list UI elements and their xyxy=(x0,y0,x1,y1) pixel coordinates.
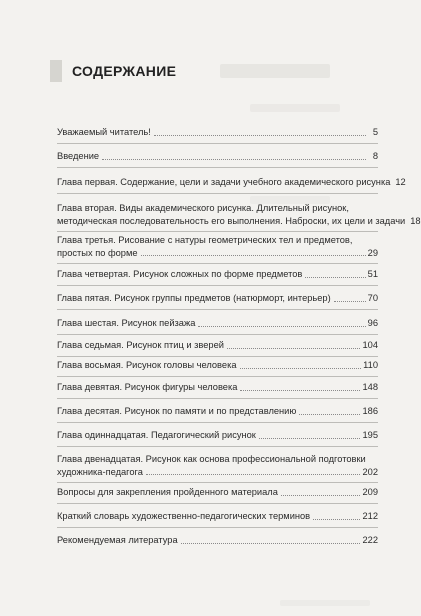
toc-entry-text: Глава седьмая. Рисунок птиц и зверей xyxy=(57,340,224,350)
toc-page-number: 51 xyxy=(367,269,378,279)
toc-page-number: 29 xyxy=(367,247,378,258)
toc-entry[interactable] xyxy=(57,381,378,394)
toc-separator xyxy=(57,285,378,286)
dot-leader xyxy=(240,390,360,391)
toc-entry[interactable] xyxy=(57,339,378,352)
toc-entry-text: Глава шестая. Рисунок пейзажа xyxy=(57,318,196,328)
toc-page-number: 12 xyxy=(395,177,406,187)
dot-leader xyxy=(259,438,361,439)
toc-page-number: 70 xyxy=(367,293,378,303)
toc-entry[interactable] xyxy=(57,126,378,139)
toc-page-number: 104 xyxy=(362,340,378,350)
toc-entry[interactable] xyxy=(57,486,378,499)
page-title: СОДЕРЖАНИЕ xyxy=(72,63,177,79)
toc-page-number: 195 xyxy=(362,430,378,440)
dot-leader xyxy=(334,301,366,302)
dot-leader xyxy=(141,255,366,256)
toc-entry-text: Уважаемый читатель! xyxy=(57,127,151,137)
toc-separator xyxy=(57,422,378,423)
toc-separator xyxy=(57,167,378,168)
toc-page-number: 148 xyxy=(362,382,378,392)
toc-separator xyxy=(57,446,378,447)
toc-entry-text: Глава одиннадцатая. Педагогический рисунок xyxy=(57,430,256,440)
toc-entry[interactable] xyxy=(57,292,378,305)
toc-separator xyxy=(57,398,378,399)
toc-page-number: 96 xyxy=(367,318,378,328)
toc-entry[interactable] xyxy=(57,202,421,227)
show-through-block xyxy=(250,104,340,112)
toc-entry-text: простых по форме xyxy=(57,247,138,258)
toc-separator xyxy=(57,376,378,377)
toc-entry[interactable] xyxy=(57,268,378,281)
dot-leader xyxy=(198,326,365,327)
toc-entry[interactable] xyxy=(57,359,378,372)
toc-entry-text: Вопросы для закрепления пройденного материала xyxy=(57,487,278,497)
toc-entry-text: Глава третья. Рисование с натуры геометрических тел и предметов, xyxy=(57,235,353,245)
heading-marker xyxy=(50,60,62,82)
toc-entry-text: Краткий словарь художественно-педагогических терминов xyxy=(57,511,311,521)
toc-entry-text: Рекомендуемая литература xyxy=(57,535,178,545)
dot-leader xyxy=(146,474,361,475)
show-through-block xyxy=(280,600,370,606)
dot-leader xyxy=(227,348,361,349)
toc-entry[interactable] xyxy=(57,405,378,418)
toc-entry[interactable] xyxy=(57,150,378,163)
toc-entry[interactable] xyxy=(57,234,378,259)
toc-page-number: 202 xyxy=(362,466,378,477)
toc-separator xyxy=(57,263,378,264)
toc-page-number: 110 xyxy=(363,360,378,370)
heading-block xyxy=(50,60,176,82)
toc-entry-text: Глава четвертая. Рисунок сложных по форме предметов xyxy=(57,269,303,279)
toc-separator xyxy=(57,309,378,310)
toc-separator xyxy=(57,143,378,144)
toc-page-number: 209 xyxy=(362,487,378,497)
dot-leader xyxy=(181,543,361,544)
toc-page-number: 5 xyxy=(372,127,378,137)
toc-entry-text: методическая последовательность его выполнения. Наброски, их цели и задачи xyxy=(57,215,406,226)
toc-entry[interactable] xyxy=(57,429,378,442)
show-through-block xyxy=(220,64,330,78)
toc-entry-text: Глава двенадцатая. Рисунок как основа профессиональной подготовки xyxy=(57,454,366,464)
toc-separator xyxy=(57,193,378,194)
toc-entry-text: Глава девятая. Рисунок фигуры человека xyxy=(57,382,238,392)
dot-leader xyxy=(281,495,361,496)
toc-separator xyxy=(57,482,378,483)
toc-entry-text: Глава первая. Содержание, цели и задачи учебного академического рисунка xyxy=(57,177,391,187)
toc-entry-text: Глава вторая. Виды академического рисунка. Длительный рисунок, xyxy=(57,203,349,213)
toc-separator xyxy=(57,503,378,504)
toc-entry-text: художника-педагога xyxy=(57,466,143,477)
toc-entry[interactable] xyxy=(57,317,378,330)
dot-leader xyxy=(305,277,365,278)
dot-leader xyxy=(240,368,362,369)
dot-leader xyxy=(299,414,360,415)
toc-entry[interactable] xyxy=(57,176,406,189)
toc-entry[interactable] xyxy=(57,510,378,523)
dot-leader xyxy=(313,519,360,520)
toc-entry[interactable] xyxy=(57,534,378,547)
toc-page-number: 8 xyxy=(372,151,378,161)
toc-entry-text: Глава десятая. Рисунок по памяти и по представлению xyxy=(57,406,297,416)
toc-entry[interactable] xyxy=(57,453,378,478)
dot-leader xyxy=(102,159,366,160)
toc-separator xyxy=(57,356,378,357)
toc-separator xyxy=(57,334,378,335)
toc-separator xyxy=(57,231,378,232)
toc-page-number: 222 xyxy=(362,535,378,545)
toc-entry-text: Глава пятая. Рисунок группы предметов (натюрморт, интерьер) xyxy=(57,293,331,303)
toc-page-number: 18 xyxy=(410,215,421,226)
dot-leader xyxy=(154,135,366,136)
toc-entry-text: Глава восьмая. Рисунок головы человека xyxy=(57,360,237,370)
toc-entry-text: Введение xyxy=(57,151,100,161)
toc-page-number: 212 xyxy=(362,511,378,521)
toc-page-number: 186 xyxy=(362,406,378,416)
toc-separator xyxy=(57,527,378,528)
